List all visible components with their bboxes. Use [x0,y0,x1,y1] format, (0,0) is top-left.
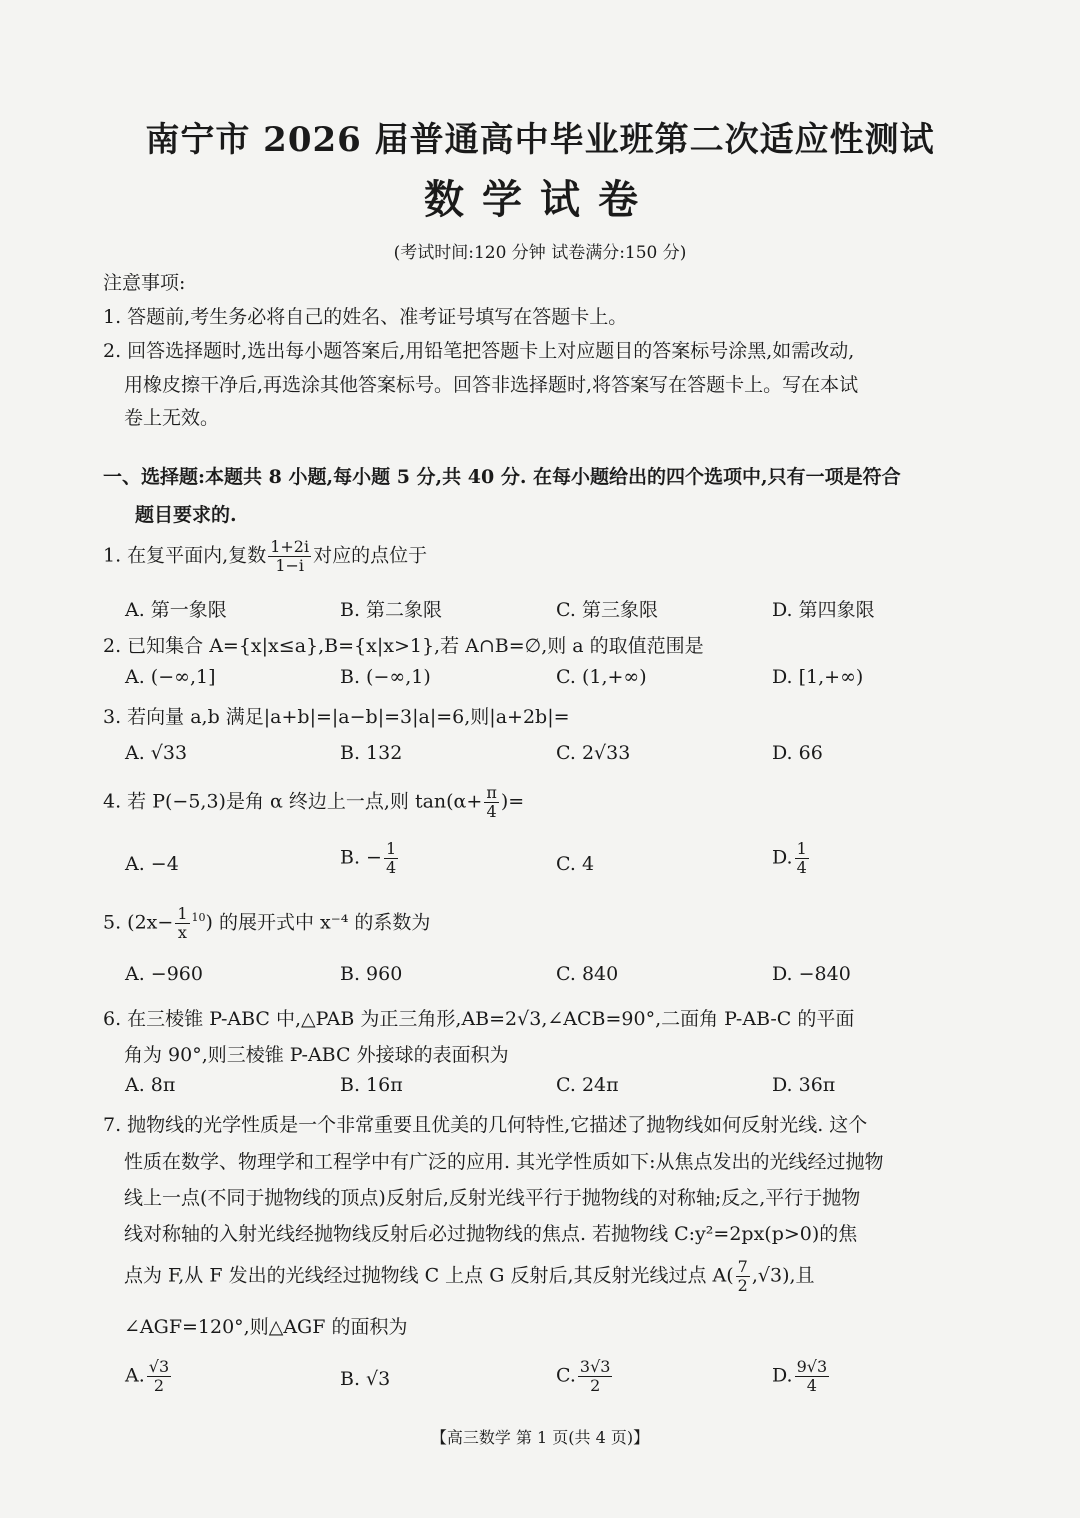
question-4-denominator: 4 [486,802,497,821]
question-4-option-b-numerator: 1 [385,839,397,858]
question-4-option-b-prefix: B. − [340,846,382,869]
question-7-line-5 [124,1258,815,1295]
question-5-option-c: C. 840 [556,963,619,985]
question-7-line-4: 线对称轴的入射光线经抛物线反射后必过抛物线的焦点. 若抛物线 C:y²=2px(p>0)的焦 [124,1223,858,1245]
question-3-option-b: B. 132 [340,742,403,764]
question-3-option-a: A. √33 [125,742,188,764]
question-1-numerator: 1+2i [270,537,310,556]
page-footer: 【高三数学 第 1 页(共 4 页)】 [430,1428,650,1447]
question-7-option-c-denominator: 2 [590,1376,601,1395]
question-5-exponent: 10 [191,911,206,925]
question-4-option-b [340,840,400,877]
question-7-option-c-fraction [578,1358,613,1395]
question-6-option-b: B. 16π [340,1074,403,1096]
question-7-line-1: 7. 抛物线的光学性质是一个非常重要且优美的几何特性,它描述了抛物线如何反射光线. 这个 [103,1114,868,1136]
question-7-option-d [772,1358,831,1395]
question-7-line-3: 线上一点(不同于抛物线的顶点)反射后,反射光线平行于抛物线的对称轴;反之,平行于抛物 [124,1187,861,1209]
question-1-stem [103,538,427,575]
question-4-option-c: C. 4 [556,853,595,875]
notice-item-1: 1. 答题前,考生务必将自己的姓名、准考证号填写在答题卡上。 [103,306,628,328]
question-6-option-d: D. 36π [772,1074,836,1096]
question-1-fraction [268,538,311,575]
question-5-option-b: B. 960 [340,963,403,985]
question-4-option-b-fraction [384,840,398,877]
question-7-option-d-fraction [795,1358,830,1395]
question-7-option-a-numerator: √3 [148,1357,170,1376]
question-2-option-b: B. (−∞,1) [340,666,431,688]
question-7-option-a [125,1358,173,1395]
question-6-line-1: 6. 在三棱锥 P-ABC 中,△PAB 为正三角形,AB=2√3,∠ACB=90°,二面角 P-AB-C 的平面 [103,1008,855,1030]
question-7-option-c-prefix: C. [556,1364,576,1387]
question-5-fraction [175,905,189,942]
question-1-option-c: C. 第三象限 [556,599,658,621]
question-4-option-a: A. −4 [125,853,179,875]
question-3-stem: 3. 若向量 a,b 满足|a+b|=|a−b|=3|a|=6,则|a+2b|= [103,706,570,728]
question-1-suffix: 对应的点位于 [313,544,428,567]
question-2-option-c: C. (1,+∞) [556,666,647,688]
question-6-option-a: A. 8π [125,1074,176,1096]
question-7-point-numerator: 7 [737,1257,748,1276]
question-3-option-d: D. 66 [772,742,823,764]
question-5-option-a: A. −960 [125,963,203,985]
question-3-option-c: C. 2√33 [556,742,631,764]
question-7-option-d-prefix: D. [772,1364,793,1387]
question-7-point-denominator: 2 [737,1276,748,1295]
question-4-stem [103,784,524,821]
question-4-prefix: 4. 若 P(−5,3)是角 α 终边上一点,则 tan(α+ [103,790,483,813]
notice-heading: 注意事项: [103,272,186,294]
question-7-line-6: ∠AGF=120°,则△AGF 的面积为 [124,1316,408,1338]
question-1-denominator: 1−i [275,556,305,575]
question-1-option-a: A. 第一象限 [125,599,227,621]
exam-subtitle: 数学试卷 [424,176,656,223]
question-1-option-d: D. 第四象限 [772,599,875,621]
exam-info: (考试时间:120 分钟 试卷满分:150 分) [393,243,687,263]
question-5-stem [103,905,430,942]
question-7-line-5-suffix: ,√3),且 [751,1264,815,1287]
question-5-prefix: 5. (2x− [103,911,174,934]
question-4-suffix: )= [500,790,525,813]
question-4-option-b-denominator: 4 [385,858,397,877]
question-7-option-b: B. √3 [340,1368,391,1390]
question-1-option-b: B. 第二象限 [340,599,443,621]
notice-item-2-line-3: 卷上无效。 [124,407,220,429]
question-7-option-d-numerator: 9√3 [796,1357,828,1376]
question-7-option-a-fraction [147,1358,171,1395]
question-7-option-a-prefix: A. [125,1364,145,1387]
question-2-stem: 2. 已知集合 A={x|x≤a},B={x|x>1},若 A∩B=∅,则 a 的取值范围是 [103,635,704,657]
question-4-option-d [772,840,811,877]
question-5-suffix: ) 的展开式中 x⁻⁴ 的系数为 [205,911,431,934]
question-7-option-d-denominator: 4 [806,1376,817,1395]
question-4-option-d-denominator: 4 [796,858,807,877]
question-2-option-a: A. (−∞,1] [125,666,216,688]
question-5-denominator: x [177,923,187,942]
question-7-point-fraction [736,1258,750,1295]
question-1-prefix: 1. 在复平面内,复数 [103,544,267,567]
section-heading-line-1: 一、选择题:本题共 8 小题,每小题 5 分,共 40 分. 在每小题给出的四个选项中,只有一项是符合 [103,466,901,488]
question-4-numerator: π [486,783,497,802]
question-7-option-a-denominator: 2 [153,1376,165,1395]
notice-item-2-line-2: 用橡皮擦干净后,再选涂其他答案标号。回答非选择题时,将答案写在答题卡上。写在本试 [124,374,859,396]
question-4-option-d-numerator: 1 [796,839,807,858]
question-7-option-c [556,1358,614,1395]
question-4-fraction [484,784,499,821]
question-2-option-d: D. [1,+∞) [772,666,864,688]
section-heading-line-2: 题目要求的. [135,504,237,526]
question-4-option-d-prefix: D. [772,846,793,869]
exam-title: 南宁市 2026 届普通高中毕业班第二次适应性测试 [145,120,935,160]
question-6-line-2: 角为 90°,则三棱锥 P-ABC 外接球的表面积为 [124,1044,509,1066]
notice-item-2-line-1: 2. 回答选择题时,选出每小题答案后,用铅笔把答题卡上对应题目的答案标号涂黑,如需改动, [103,340,855,362]
question-6-option-c: C. 24π [556,1074,619,1096]
question-5-option-d: D. −840 [772,963,851,985]
question-7-option-c-numerator: 3√3 [579,1357,611,1376]
question-7-line-2: 性质在数学、物理学和工程学中有广泛的应用. 其光学性质如下:从焦点发出的光线经过抛物 [124,1151,884,1173]
question-4-option-d-fraction [795,840,809,877]
question-7-line-5-prefix: 点为 F,从 F 发出的光线经过抛物线 C 上点 G 反射后,其反射光线过点 A( [124,1264,734,1287]
question-5-numerator: 1 [177,904,188,923]
